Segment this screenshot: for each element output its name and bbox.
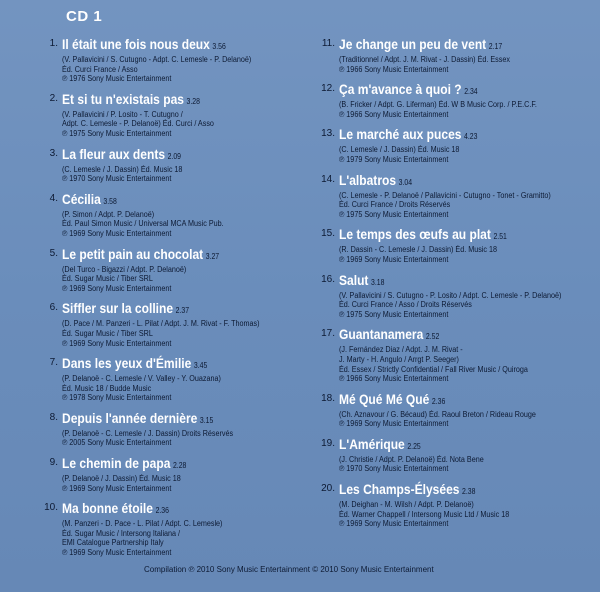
track-number: 13.	[321, 128, 335, 140]
track-title-line	[339, 436, 421, 455]
track-title: Je change un peu de vent	[339, 36, 487, 52]
track-title: L'albatros	[339, 171, 397, 188]
track-credit-line: Éd. Essex / Strictly Confidential / Fall River Music / Quiroga	[339, 364, 528, 374]
track-number: 6.	[49, 302, 58, 314]
track-credit-line: ℗ 1970 Sony Music Entertainment	[339, 464, 449, 474]
track-entry	[311, 36, 573, 74]
track-duration: 3.27	[205, 251, 220, 261]
track-credit-line: Éd. Curci France / Droits Réservés	[339, 200, 451, 210]
track-credit-line: ℗ 1969 Sony Music Entertainment	[339, 419, 449, 429]
track-duration: 2.36	[155, 506, 169, 516]
track-title: Le marché aux puces	[339, 126, 462, 143]
track-credit-line: (D. Pace / M. Panzeri - L. Pilat / Adpt. J. M. Rivat - F. Thomas)	[62, 319, 260, 329]
track-duration: 2.38	[462, 487, 476, 497]
track-credit-line: Éd. Curci France / Asso / Droits Réservés	[339, 300, 472, 310]
track-number: 2.	[49, 92, 58, 104]
track-title: Ma bonne étoile	[62, 500, 153, 517]
track-number: 8.	[49, 411, 58, 423]
track-credit-line: (J. Fernández Diaz / Adpt. J. M. Rivat -	[339, 345, 463, 355]
track-credit-line: ℗ 1975 Sony Music Entertainment	[339, 309, 449, 319]
track-credit-line: Éd. Warner Chappell / Intersong Music Ltd / Music 18	[339, 509, 510, 519]
track-entry	[34, 455, 296, 493]
track-title: Et si tu n'existais pas	[62, 90, 184, 107]
track-duration: 2.28	[172, 461, 187, 471]
track-entry	[34, 410, 296, 448]
track-credit-line: (C. Lemesle / J. Dassin) Éd. Music 18	[339, 145, 460, 155]
track-duration: 2.17	[488, 42, 503, 51]
track-duration: 3.18	[371, 277, 385, 287]
track-duration: 2.25	[407, 441, 421, 451]
track-title-line	[339, 481, 475, 500]
track-credit-line: ℗ 1969 Sony Music Entertainment	[62, 338, 172, 348]
track-credit-line: (Del Turco - Bigazzi / Adpt. P. Delanoë)	[62, 264, 187, 274]
track-credit-line: ℗ 1969 Sony Music Entertainment	[339, 519, 449, 529]
track-credit-line: ℗ 1966 Sony Music Entertainment	[339, 64, 449, 74]
track-entry	[34, 500, 296, 557]
track-title: Cécilia	[62, 190, 101, 207]
track-number: 15.	[321, 228, 335, 240]
track-entry	[311, 81, 573, 119]
track-duration: 2.36	[431, 396, 446, 406]
track-title: Dans les yeux d'Émilie	[62, 355, 192, 372]
track-entry	[34, 355, 296, 403]
track-number: 7.	[49, 357, 58, 369]
track-credit-line: (M. Panzeri - D. Pace - L. Pilat / Adpt. C. Lemesle)	[62, 519, 223, 529]
track-credit-line: (V. Pallavicini / P. Losito - T. Cutugno /	[62, 109, 183, 119]
track-title-line	[339, 326, 439, 345]
track-duration: 4.23	[464, 132, 478, 142]
track-credit-line: (R. Dassin - C. Lemesle / J. Dassin) Éd. Music 18	[339, 245, 498, 255]
track-number: 17.	[321, 328, 335, 340]
track-duration: 2.09	[167, 151, 182, 161]
track-entry	[311, 126, 573, 164]
track-duration: 2.34	[464, 87, 478, 97]
track-title-line	[339, 272, 384, 291]
track-title: Siffler sur la colline	[62, 300, 174, 317]
track-credit-line: (V. Pallavicini / S. Cutugno - P. Losito / Adpt. C. Lemesle - P. Delanoë)	[339, 290, 562, 300]
copyright-footer: Compilation ℗ 2010 Sony Music Entertainment © 2010 Sony Music Entertainment	[144, 565, 434, 574]
track-credit-line: ℗ 1969 Sony Music Entertainment	[339, 254, 449, 264]
track-title-line	[339, 172, 412, 191]
track-credit-line: ℗ 1975 Sony Music Entertainment	[62, 128, 172, 138]
track-entry	[34, 191, 296, 239]
track-title-line	[339, 81, 478, 100]
track-title-line	[62, 191, 117, 210]
track-credit-line: (V. Pallavicini / S. Cutugno - Adpt. C. Lemesle - P. Delanoë)	[62, 55, 252, 64]
track-number: 19.	[321, 437, 335, 449]
track-title-line	[62, 36, 226, 55]
tracklist-right-column	[311, 36, 573, 529]
cd-label: CD 1	[66, 8, 103, 25]
track-duration: 3.04	[398, 177, 413, 187]
track-credit-line: Éd. Paul Simon Music / Universal MCA Music Pub.	[62, 219, 224, 229]
track-credit-line: (P. Delanoë / J. Dassin) Éd. Music 18	[62, 474, 181, 484]
track-title: Guantanamera	[339, 326, 424, 343]
track-entry	[34, 36, 296, 84]
track-entry	[34, 91, 296, 139]
track-credit-line: Éd. Music 18 / Budde Music	[62, 383, 152, 393]
track-title: Depuis l'année dernière	[62, 409, 198, 426]
track-title: L'Amérique	[339, 435, 405, 452]
tracklist-left-column	[34, 36, 296, 558]
track-title-line	[62, 91, 200, 110]
track-number: 9.	[49, 457, 58, 469]
track-credit-line: ℗ 1969 Sony Music Entertainment	[62, 548, 172, 558]
track-credit-line: (Traditionnel / Adpt. J. M. Rivat - J. Dassin) Éd. Essex	[339, 55, 510, 64]
track-credit-line: Éd. Sugar Music / Tiber SRL	[62, 328, 153, 338]
track-credit-line: ℗ 1969 Sony Music Entertainment	[62, 228, 172, 238]
track-credit-line: ℗ 1969 Sony Music Entertainment	[62, 483, 172, 493]
track-title-line	[62, 355, 207, 374]
track-title-line	[339, 36, 502, 55]
track-title-line	[62, 455, 186, 474]
track-duration: 3.56	[212, 42, 226, 51]
track-title: La fleur aux dents	[62, 145, 166, 162]
track-title-line	[62, 410, 213, 429]
track-credit-line: ℗ 2005 Sony Music Entertainment	[62, 438, 172, 448]
track-title: Les Champs-Élysées	[339, 481, 460, 498]
track-duration: 3.28	[186, 96, 200, 106]
track-credit-line: ℗ 1978 Sony Music Entertainment	[62, 393, 172, 403]
track-number: 14.	[321, 173, 335, 185]
track-entry	[311, 272, 573, 320]
track-number: 18.	[321, 392, 335, 404]
track-entry	[311, 391, 573, 429]
track-entry	[34, 146, 296, 184]
track-credit-line: (M. Deighan - M. Wilsh / Adpt. P. Delanoë)	[339, 500, 474, 510]
track-title-line	[62, 300, 189, 319]
track-title: Le temps des œufs au plat	[339, 226, 491, 243]
track-number: 3.	[49, 147, 58, 159]
track-credit-line: (P. Simon / Adpt. P. Delanoë)	[62, 209, 155, 219]
track-credit-line: Éd. Sugar Music / Intersong Italiana /	[62, 528, 181, 538]
track-duration: 2.52	[425, 332, 440, 342]
track-number: 10.	[44, 502, 58, 514]
track-credit-line: (B. Fricker / Adpt. G. Liferman) Éd. W B Music Corp. / P.E.C.F.	[339, 100, 537, 110]
track-entry	[34, 246, 296, 294]
track-credit-line: EMI Catalogue Partnership Italy	[62, 538, 164, 548]
track-title: Le chemin de papa	[62, 455, 171, 472]
track-credit-line: ℗ 1969 Sony Music Entertainment	[62, 283, 172, 293]
track-credit-line: ℗ 1976 Sony Music Entertainment	[62, 74, 172, 84]
track-credit-line: (J. Christie / Adpt. P. Delanoë) Éd. Nota Bene	[339, 454, 484, 464]
track-entry	[311, 172, 573, 220]
track-credit-line: Adpt. C. Lemesle - P. Delanoë) Éd. Curci / Asso	[62, 119, 214, 129]
track-credit-line: (P. Delanoë - C. Lemesle / V. Valley - Y. Ouazana)	[62, 374, 221, 384]
track-number: 11.	[321, 38, 335, 49]
track-credit-line: (C. Lemesle - P. Delanoë / Pallavicini - Cutugno - Tonet - Gramitto)	[339, 190, 551, 200]
track-duration: 3.15	[199, 415, 214, 425]
track-duration: 3.45	[193, 361, 208, 371]
track-title-line	[62, 500, 169, 519]
track-title: Il était une fois nous deux	[62, 36, 210, 52]
track-credit-line: (P. Delanoë - C. Lemesle / J. Dassin) Droits Réservés	[62, 428, 234, 438]
track-duration: 2.37	[175, 306, 190, 316]
track-credit-line: (C. Lemesle / J. Dassin) Éd. Music 18	[62, 164, 183, 174]
track-entry	[34, 300, 296, 348]
track-title-line	[62, 146, 181, 165]
track-title: Salut	[339, 271, 369, 288]
track-title: Ça m'avance à quoi ?	[339, 81, 462, 98]
track-number: 16.	[321, 273, 335, 285]
track-credit-line: ℗ 1970 Sony Music Entertainment	[62, 174, 172, 184]
track-title-line	[62, 246, 219, 265]
track-title-line	[339, 126, 477, 145]
track-credit-line: Éd. Curci France / Asso	[62, 64, 138, 74]
track-number: 5.	[49, 247, 58, 259]
track-credit-line: ℗ 1979 Sony Music Entertainment	[339, 154, 449, 164]
track-number: 20.	[321, 483, 335, 495]
track-credit-line: ℗ 1975 Sony Music Entertainment	[339, 209, 449, 219]
track-title: Le petit pain au chocolat	[62, 245, 204, 262]
track-duration: 2.51	[493, 232, 507, 242]
track-title-line	[339, 391, 445, 410]
track-entry	[311, 226, 573, 264]
track-title: Mé Qué Mé Qué	[339, 390, 430, 407]
track-entry	[311, 481, 573, 529]
track-credit-line: (Ch. Aznavour / G. Bécaud) Éd. Raoul Breton / Rideau Rouge	[339, 409, 536, 419]
track-credit-line: J. Marty - H. Angulo / Arrgt P. Seeger)	[339, 354, 459, 364]
track-credit-line: ℗ 1966 Sony Music Entertainment	[339, 374, 449, 384]
track-credit-line: ℗ 1966 Sony Music Entertainment	[339, 109, 449, 119]
track-title-line	[339, 226, 507, 245]
track-number: 12.	[321, 83, 335, 95]
track-credit-line: Éd. Sugar Music / Tiber SRL	[62, 274, 153, 284]
track-number: 1.	[49, 38, 58, 49]
track-duration: 3.58	[103, 196, 117, 206]
track-entry	[311, 326, 573, 383]
track-entry	[311, 436, 573, 474]
track-number: 4.	[49, 192, 58, 204]
